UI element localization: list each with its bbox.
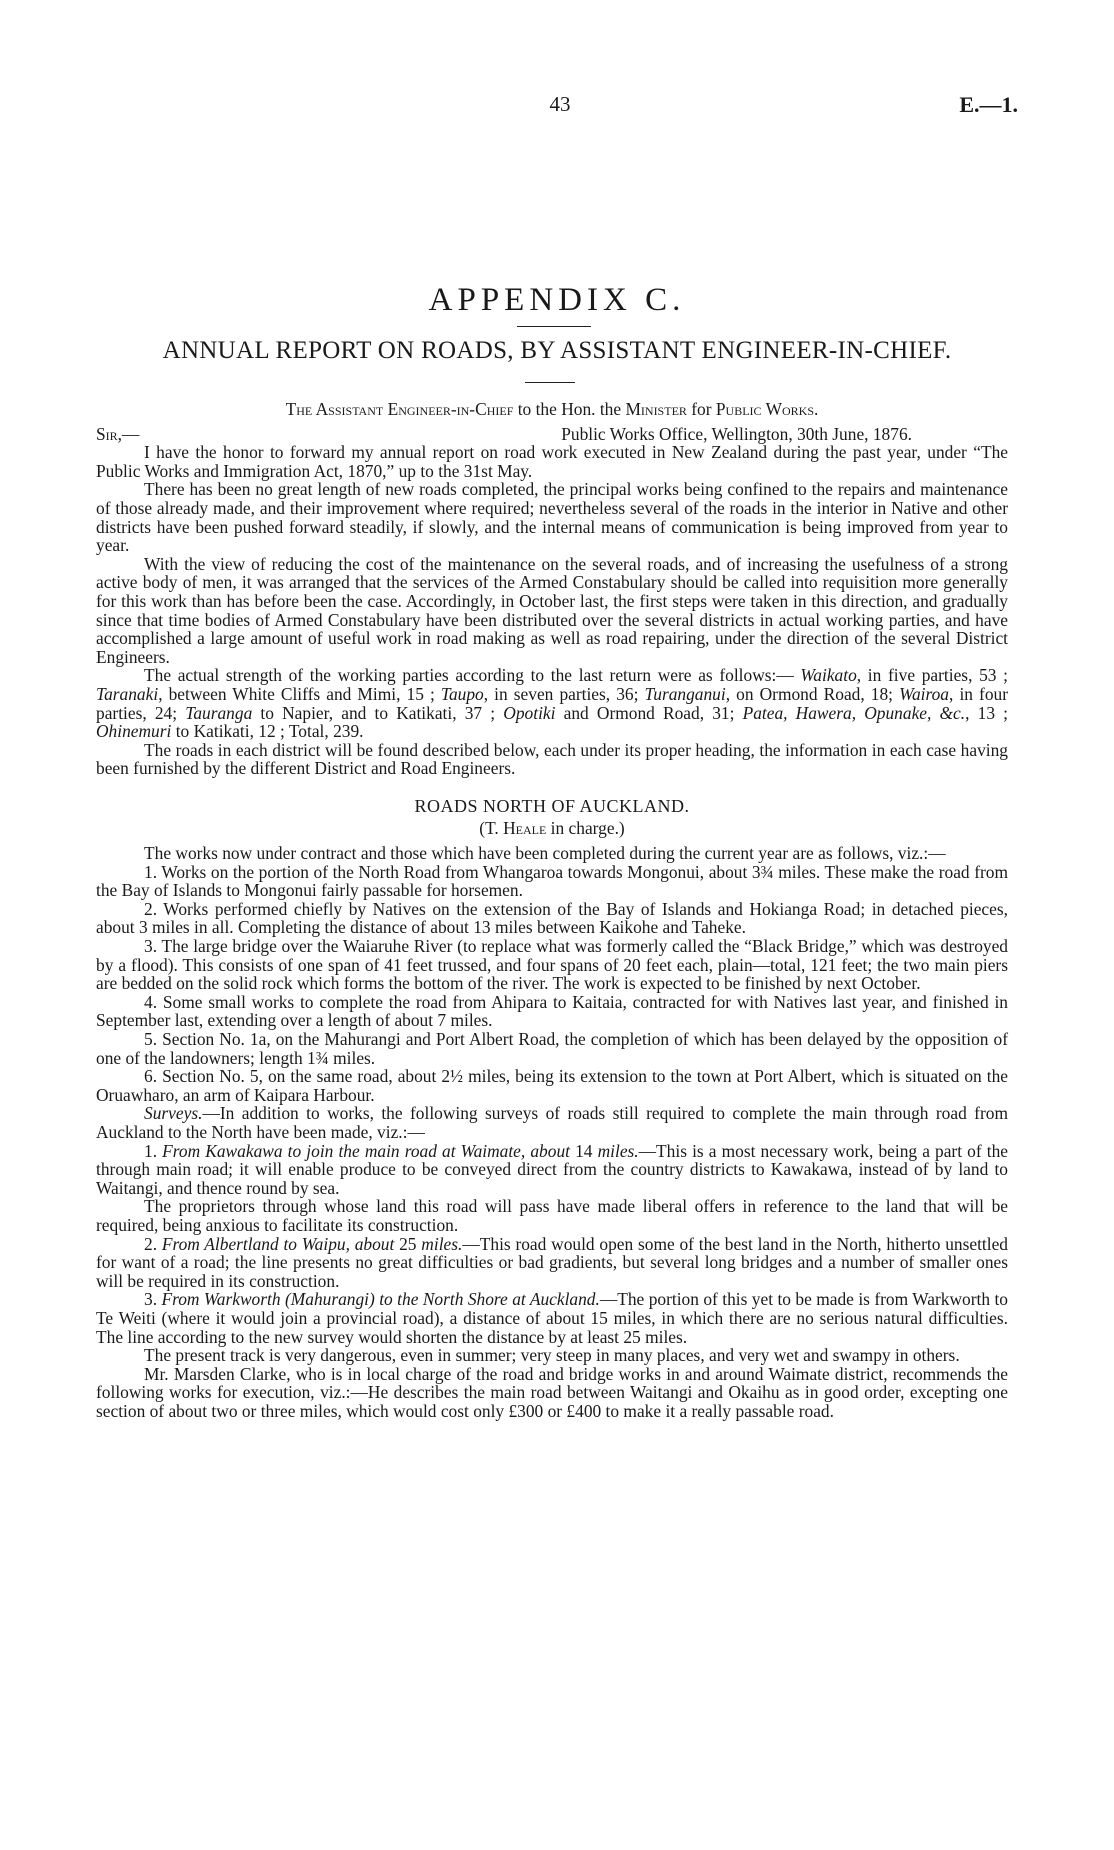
address-to: to the Hon. the [513,399,626,419]
paragraph: The roads in each district will be found described below, each under its proper heading, the information in each case having been furnished by the different District and Road Engineers. [96,739,1008,779]
title-divider [517,326,591,327]
section-intro: The works now under contract and those which have been completed during the current year are as follows, viz.:— [144,843,946,864]
list-item: 1. Works on the portion of the North Road from Whangaroa towards Mongonui, about 3¾ miles. These make the road from the Bay of Islands to Mongonui fairly passable for horsemen. [96,861,1008,901]
list-item: 3. The large bridge over the Waiaruhe River (to replace what was formerly called the “Black Bridge,” which was destroyed by a flood). This consists of one span of 41 feet trussed, and four spans of 20 feet each, plain—total, 121 feet; the two main piers are bedded on the solid rock which forms the bottom of the river. The work is expected to be finished by next October. [96,936,1008,994]
section-charge: (T. Heale in charge.) [479,818,625,839]
list-item: 5. Section No. 1a, on the Mahurangi and Port Albert Road, the completion of which has been delayed by the opposition of one of the landowners; length 1¾ miles. [96,1029,1008,1068]
salutation: Sir,— [96,423,140,444]
salutation-row [96,425,1008,444]
survey-item: 3. From Warkworth (Mahurangi) to the North Shore at Auckland.—The portion of this yet to be made is from Warkworth to Te Weiti (where it would join a provincial road), a distance of about 15 miles, in which there are no serious natural difficulties. The line according to the new survey would shorten the distance by at least 25 miles. [96,1289,1008,1347]
paragraph: The proprietors through whose land this road will pass have made liberal offers in reference to the land that will be required, being anxious to facilitate its construction. [96,1196,1008,1235]
paragraph: The present track is very dangerous, even in summer; very steep in many places, and very wet and swampy in others. [144,1345,960,1366]
paragraph: With the view of reducing the cost of the maintenance on the several roads, and of increasing the usefulness of a strong active body of men, it was arranged that the services of the Armed Constabulary should be called into requisition more generally for this work than has before been the case. Accordingly, in October last, the first steps were taken in this direction, and gradually since that time bodies of Armed Constabulary have been distributed over the several districts in actual working parties, and have accomplished a large amount of useful work in road making as well as road repairing, under the direction of the several District Engineers. [96,553,1008,667]
address-from: The Assistant Engineer-in-Chief [285,399,514,419]
surveys-paragraph: Surveys.—In addition to works, the following surveys of roads still required to complete the main through road from Auckland to the North have been made, viz.:— [96,1103,1008,1142]
address-for: for [686,399,716,419]
list-item: 2. Works performed chiefly by Natives on the extension of the Bay of Islands and Hokianga Road; in detached pieces, about 3 miles in all. Completing the distance of about 13 miles between Kaikohe and Taheke. [96,898,1008,938]
paragraph: Mr. Marsden Clarke, who is in local charge of the road and bridge works in and around Waimate district, recommends the following works for execution, viz.:—He describes the main road between Waitangi and Okaihu as in good order, excepting one section of about two or three miles, which would cost only £300 or £400 to make it a really passable road. [96,1363,1008,1421]
survey-item: 1. From Kawakawa to join the main road at Waimate, about 14 miles.—This is a most necessary work, being a part of the through main road; it will enable produce to be conveyed direct from the country districts to Kawakawa, instead of by land to Waitangi, and thence round by sea. [96,1140,1009,1198]
page-header [0,92,1114,122]
report-body [96,400,1008,1420]
address-line [96,400,1008,419]
section-heading: ROADS NORTH OF AUCKLAND. [414,795,690,816]
main-title: ANNUAL REPORT ON ROADS, BY ASSISTANT ENGINEER-IN-CHIEF. [162,337,952,364]
page-number: 43 [549,92,571,116]
list-item: 4. Some small works to complete the road from Ahipara to Kaitaia, contracted for with Natives last year, and finished in September last, extending over a length of about 7 miles. [96,991,1008,1031]
document-reference: E.—1. [959,92,1018,117]
appendix-title: APPENDIX C. [428,282,686,318]
paragraph: I have the honor to forward my annual report on road work executed in New Zealand during the past year, under “The Public Works and Immigration Act, 1870,” up to the 31st May. [96,442,1008,481]
address-end: . [814,399,819,419]
address-dept: Public Works [715,399,815,419]
paragraph: There has been no great length of new roads completed, the principal works being confined to the repairs and maintenance of those already made, and their improvement where required; nevertheless several of the roads in the interior in Native and other districts have been pushed forward steadily, if slowly, and the internal means of communication is being improved from year to year. [96,479,1008,556]
address-minister: Minister [625,399,687,419]
list-item: 6. Section No. 5, on the same road, about 2½ miles, being its extension to the town at Port Albert, which is situated on the Oruawharo, an arm of Kaipara Harbour. [96,1066,1008,1105]
survey-item: 2. From Albertland to Waipu, about 25 miles.—This road would open some of the best land in the North, hitherto unsettled for want of a road; the line presents no great difficulties or bad gradients, but several long bridges and a number of smaller ones will be required in its construction. [96,1233,1008,1291]
working-parties-paragraph: The actual strength of the working parties according to the last return were as follows:— Waikato, in five parties, 53 ; Taranaki, between White Cliffs and Mimi, 15 ; Taupo, in seven parties, 36; Turanganui, on Ormond Road, 18; Wairoa, in four parties, 24; Tauranga to Napier, and to Katikati, 37 ; Opotiki and Ormond Road, 31; Patea, Hawera, Opunake, &c., 13 ; Ohinemuri to Katikati, 12 ; Total, 239. [96,665,1009,742]
office-date: Public Works Office, Wellington, 30th June, 1876. [561,423,912,444]
subtitle-divider [525,382,575,383]
